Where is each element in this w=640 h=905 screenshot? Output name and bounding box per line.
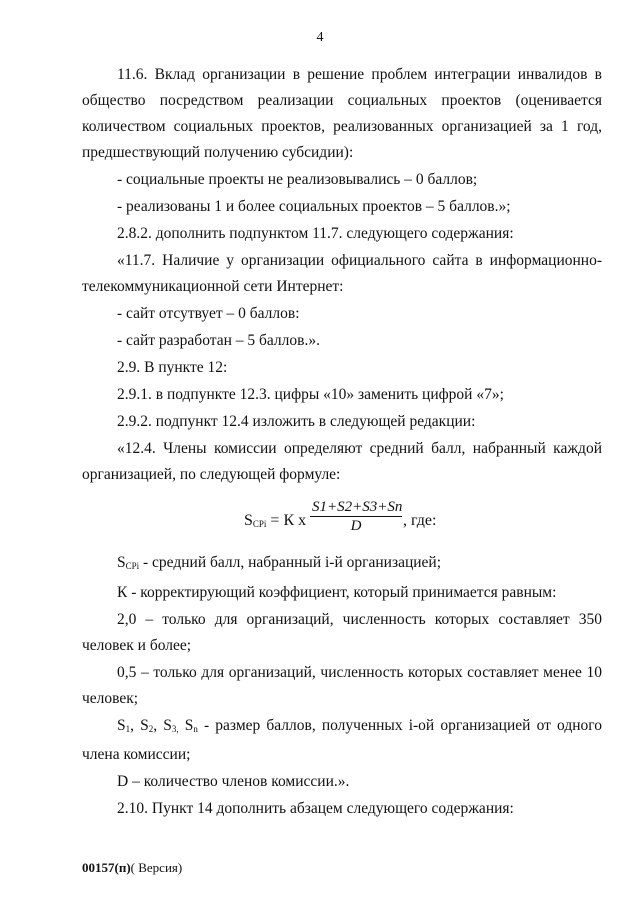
document-body [82,62,602,822]
paragraph-12-4: «12.4. Члены комиссии определяют средний балл, набранный каждой организацией, по следующей формуле: [82,440,602,483]
paragraph-2-9-2: 2.9.2. подпункт 12.4 изложить в следующей редакции: [117,413,476,430]
formula-tail: , где: [403,512,437,529]
paragraph-2-8-2: 2.8.2. дополнить подпунктом 11.7. следующего содержания: [117,225,514,242]
paragraph-2-9-1: 2.9.1. в подпункте 12.3. цифры «10» заменить цифрой «7»; [117,386,504,403]
formula-s-symbol: S [244,512,253,529]
document-version: ( Версия) [130,860,183,875]
definition-k-0-5: 0,5 – только для организаций, численность которых составляет менее 10 человек; [82,664,602,707]
paragraph-projects-none: - социальные проекты не реализовывались – 0 баллов; [117,171,478,188]
scpi-text: - средний балл, набранный i-й организацией; [139,554,442,571]
s3-symbol: , S [153,717,172,734]
s1-symbol: S [117,717,126,734]
s-list-text: - размер баллов, полученных i-ой организацией от одного члена комиссии; [82,717,602,763]
definition-s-list [82,713,602,768]
scpi-subscript: CPi [125,561,140,571]
paragraph-site-missing: - сайт отсутвует – 0 баллов: [117,305,300,322]
paragraph-11-6: 11.6. Вклад организации в решение проблем интеграции инвалидов в общество посредством реализации социальных проектов (оценивается количеством социальных проектов, реализованных организацией за 1 год, предшествующий получению субсидии): [82,66,602,161]
definition-scpi [82,550,602,579]
definition-d: D – количество членов комиссии.». [117,773,350,790]
formula-numerator: S1+S2+S3+Sn [312,499,403,515]
s3-subscript: 3, [171,724,179,734]
paragraph-projects-one-or-more: - реализованы 1 и более социальных проектов – 5 баллов.»; [117,198,511,215]
document-code: 00157(п) [82,860,131,875]
formula-equals-k: = К x [266,512,307,529]
s2-symbol: , S [130,717,149,734]
paragraph-2-9: 2.9. В пункте 12: [117,359,228,376]
formula-s-subscript: CPi [252,519,267,529]
paragraph-11-7: «11.7. Наличие у организации официального сайта в информационно-телекоммуникационной сети Интернет: [82,252,602,295]
formula-denominator: D [350,518,362,534]
definition-k: К - корректирующий коэффициент, который принимается равным: [117,584,557,601]
definition-k-2-0: 2,0 – только для организаций, численность которых составляет 350 человек и более; [82,611,602,654]
document-footer [82,860,182,876]
paragraph-2-10: 2.10. Пункт 14 дополнить абзацем следующего содержания: [117,800,514,817]
scpi-symbol: S [117,554,126,571]
sn-subscript: n [193,724,198,734]
formula-lhs [244,508,306,537]
sn-symbol: S [178,717,194,734]
s1-subscript: 1 [125,724,131,734]
s2-subscript: 2 [148,724,154,734]
average-score-formula [82,494,602,550]
formula-fraction [310,498,402,535]
page-number: 4 [316,30,324,45]
paragraph-site-developed: - сайт разработан – 5 баллов.». [117,332,320,349]
